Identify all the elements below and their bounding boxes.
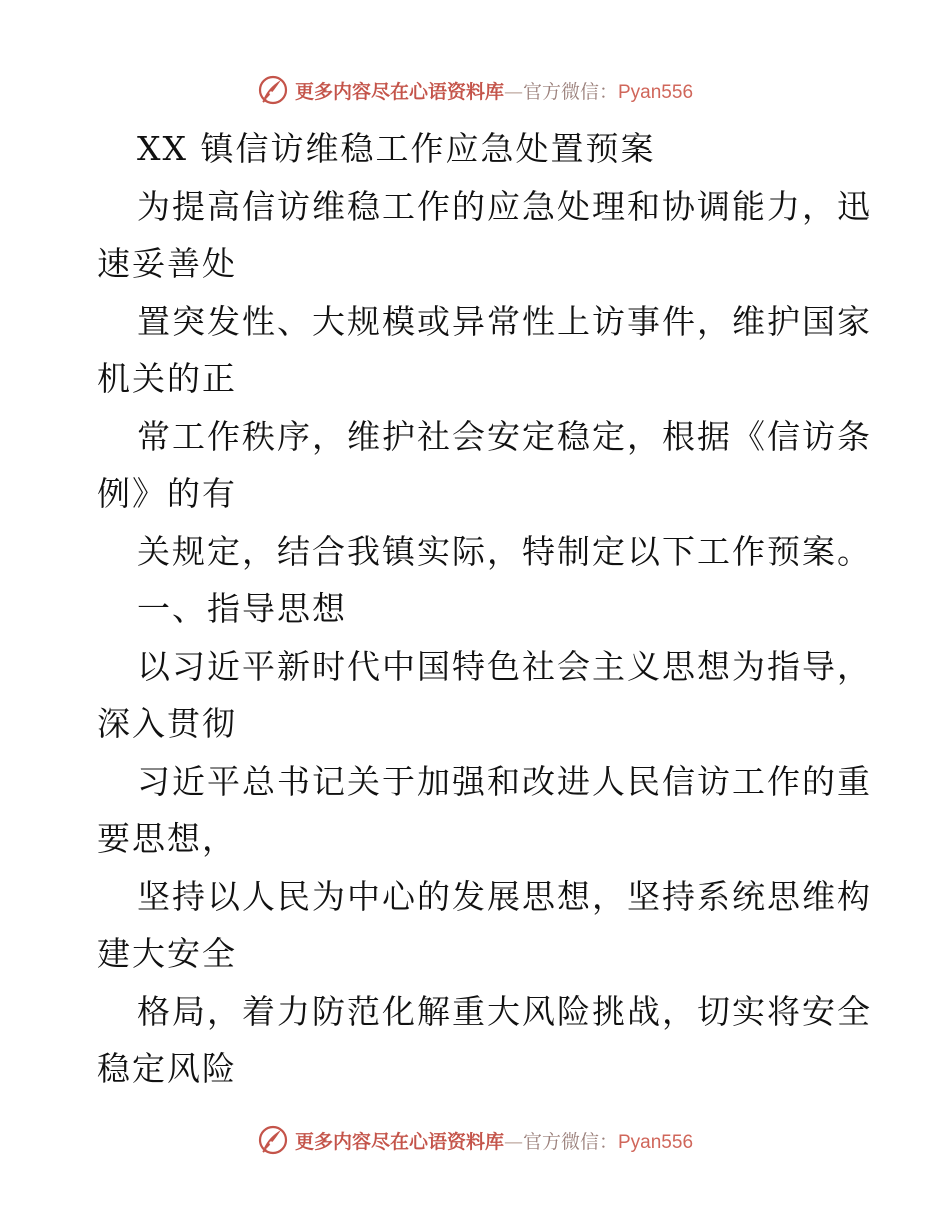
watermark-label: 官方微信： <box>522 1130 618 1153</box>
text-line: 深入贯彻 <box>97 704 237 743</box>
watermark-brand: 更多内容尽在心语资料库 <box>294 80 504 103</box>
pen-logo-icon <box>257 1124 289 1156</box>
watermark-text <box>295 77 693 104</box>
watermark-id: Pyan556 <box>618 1131 694 1153</box>
watermark-header <box>0 70 950 110</box>
text-line: 速妥善处 <box>97 244 237 283</box>
text-line: 习近平总书记关于加强和改进人民信访工作的重 <box>137 761 872 801</box>
text-line: 例》的有 <box>97 474 237 513</box>
text-line: 坚持以人民为中心的发展思想，坚持系统思维构 <box>137 876 872 916</box>
text-line: 置突发性、大规模或异常性上访事件，维护国家 <box>137 301 872 341</box>
text-line: 要思想， <box>97 819 237 858</box>
text-line: 格局，着力防范化解重大风险挑战，切实将安全 <box>137 991 872 1031</box>
text-line: 机关的正 <box>97 359 237 398</box>
text-line: 一、指导思想 <box>137 589 347 628</box>
text-line: XX 镇信访维稳工作应急处置预案 <box>137 129 656 168</box>
watermark-label: 官方微信： <box>522 80 618 103</box>
watermark-brand: 更多内容尽在心语资料库 <box>294 1130 504 1153</box>
watermark-dash: — <box>503 1130 523 1153</box>
text-line: 为提高信访维稳工作的应急处理和协调能力，迅 <box>137 186 872 226</box>
text-line: 常工作秩序，维护社会安定稳定，根据《信访条 <box>137 416 872 456</box>
watermark-footer <box>0 1120 950 1160</box>
text-line: 关规定，结合我镇实际，特制定以下工作预案。 <box>137 531 872 571</box>
document-body <box>97 120 872 1098</box>
pen-logo-icon <box>257 74 289 106</box>
text-line: 稳定风险 <box>97 1049 237 1088</box>
text-line: 以习近平新时代中国特色社会主义思想为指导， <box>137 646 872 686</box>
watermark-id: Pyan556 <box>618 81 694 103</box>
watermark-dash: — <box>503 80 523 103</box>
text-line: 建大安全 <box>97 934 237 973</box>
watermark-text <box>295 1127 693 1154</box>
